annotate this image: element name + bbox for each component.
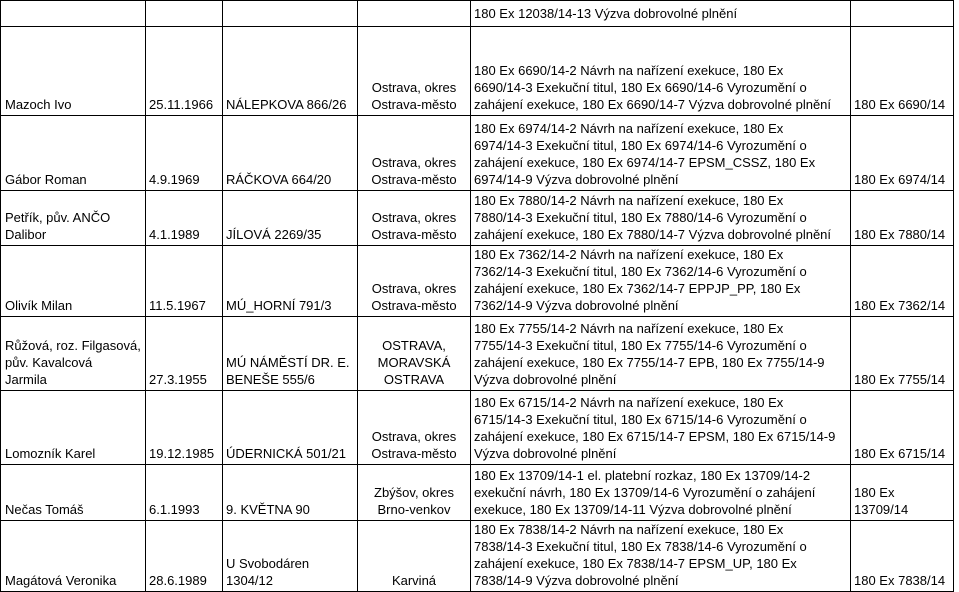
table-row: [1, 465, 954, 521]
address: MÚ_HORNÍ 791/3: [223, 246, 358, 317]
case-number: 180 Ex 7755/14: [851, 317, 954, 391]
address: 9. KVĚTNA 90: [223, 465, 358, 521]
case-number: 180 Ex 7838/14: [851, 521, 954, 592]
case-number: 180 Ex 7362/14: [851, 246, 954, 317]
top-docs-text: 180 Ex 12038/14-13 Výzva dobrovolné plnění: [474, 6, 738, 21]
case-number: 180 Ex 6690/14: [851, 27, 954, 116]
place: Ostrava, okres Ostrava-město: [358, 27, 471, 116]
case-number: 180 Ex 7880/14: [851, 191, 954, 246]
table-row: [1, 116, 954, 191]
address: NÁLEPKOVA 866/26: [223, 27, 358, 116]
place: Karviná: [358, 521, 471, 592]
debtor-name: Lomozník Karel: [1, 391, 146, 465]
birth-date: 25.11.1966: [146, 27, 223, 116]
birth-date: 4.1.1989: [146, 191, 223, 246]
documents: 180 Ex 7755/14-2 Návrh na nařízení exekuce, 180 Ex 7755/14-3 Exekuční titul, 180 Ex 7755/14-6 Vyrozumění o zahájení exekuce, 180 Ex 7755/14-7 EPB, 180 Ex 7755/14-9 Výzva dobrovolné plnění: [471, 317, 851, 391]
documents: 180 Ex 6690/14-2 Návrh na nařízení exekuce, 180 Ex 6690/14-3 Exekuční titul, 180 Ex 6690/14-6 Vyrozumění o zahájení exekuce, 180 Ex 6690/14-7 Výzva dobrovolné plnění: [471, 27, 851, 116]
empty-cell: [358, 1, 471, 27]
debtor-name: Gábor Roman: [1, 116, 146, 191]
case-number: 180 Ex 6974/14: [851, 116, 954, 191]
address: JÍLOVÁ 2269/35: [223, 191, 358, 246]
documents: 180 Ex 7880/14-2 Návrh na nařízení exekuce, 180 Ex 7880/14-3 Exekuční titul, 180 Ex 7880/14-6 Vyrozumění o zahájení exekuce, 180 Ex 7880/14-7 Výzva dobrovolné plnění: [471, 191, 851, 246]
debtor-name: Růžová, roz. Filgasová, pův. Kavalcová Jarmila: [1, 317, 146, 391]
table-row: [1, 191, 954, 246]
birth-date: 11.5.1967: [146, 246, 223, 317]
debtor-name: Nečas Tomáš: [1, 465, 146, 521]
empty-cell: [851, 1, 954, 27]
address: MÚ NÁMĚSTÍ DR. E. BENEŠE 555/6: [223, 317, 358, 391]
table-row: [1, 521, 954, 592]
debtor-name: Mazoch Ivo: [1, 27, 146, 116]
documents: 180 Ex 7362/14-2 Návrh na nařízení exekuce, 180 Ex 7362/14-3 Exekuční titul, 180 Ex 7362/14-6 Vyrozumění o zahájení exekuce, 180 Ex 7362/14-7 EPPJP_PP, 180 Ex 7362/14-9 Výzva dobrovolné plnění: [471, 246, 851, 317]
debtor-name: Petřík, pův. ANČO Dalibor: [1, 191, 146, 246]
address: ÚDERNICKÁ 501/21: [223, 391, 358, 465]
case-number: 180 Ex 6715/14: [851, 391, 954, 465]
place: OSTRAVA, MORAVSKÁ OSTRAVA: [358, 317, 471, 391]
address: U Svobodáren 1304/12: [223, 521, 358, 592]
birth-date: 6.1.1993: [146, 465, 223, 521]
place: Ostrava, okres Ostrava-město: [358, 116, 471, 191]
table-row: [1, 27, 954, 116]
birth-date: 4.9.1969: [146, 116, 223, 191]
table-row: [1, 317, 954, 391]
place: Ostrava, okres Ostrava-město: [358, 246, 471, 317]
birth-date: 27.3.1955: [146, 317, 223, 391]
place: Ostrava, okres Ostrava-město: [358, 191, 471, 246]
debtor-name: Magátová Veronika: [1, 521, 146, 592]
birth-date: 28.6.1989: [146, 521, 223, 592]
table-row: [1, 246, 954, 317]
birth-date: 19.12.1985: [146, 391, 223, 465]
table-row: [1, 391, 954, 465]
debtor-name: Olivík Milan: [1, 246, 146, 317]
table-row-top: [1, 1, 954, 27]
documents: 180 Ex 7838/14-2 Návrh na nařízení exekuce, 180 Ex 7838/14-3 Exekuční titul, 180 Ex 7838/14-6 Vyrozumění o zahájení exekuce, 180 Ex 7838/14-7 EPSM_UP, 180 Ex 7838/14-9 Výzva dobrovolné plnění: [471, 521, 851, 592]
place: Ostrava, okres Ostrava-město: [358, 391, 471, 465]
empty-cell: [1, 1, 146, 27]
address: RÁČKOVA 664/20: [223, 116, 358, 191]
empty-cell: [146, 1, 223, 27]
case-number: 180 Ex 13709/14: [851, 465, 954, 521]
documents: 180 Ex 6715/14-2 Návrh na nařízení exekuce, 180 Ex 6715/14-3 Exekuční titul, 180 Ex 6715/14-6 Vyrozumění o zahájení exekuce, 180 Ex 6715/14-7 EPSM, 180 Ex 6715/14-9 Výzva dobrovolné plnění: [471, 391, 851, 465]
documents: 180 Ex 13709/14-1 el. platební rozkaz, 180 Ex 13709/14-2 exekuční návrh, 180 Ex 13709/14-6 Vyrozumění o zahájení exekuce, 180 Ex 13709/14-11 Výzva dobrovolné plnění: [471, 465, 851, 521]
place: Zbýšov, okres Brno-venkov: [358, 465, 471, 521]
top-docs-cell: [471, 1, 851, 27]
documents: 180 Ex 6974/14-2 Návrh na nařízení exekuce, 180 Ex 6974/14-3 Exekuční titul, 180 Ex 6974/14-6 Vyrozumění o zahájení exekuce, 180 Ex 6974/14-7 EPSM_CSSZ, 180 Ex 6974/14-9 Výzva dobrovolné plnění: [471, 116, 851, 191]
empty-cell: [223, 1, 358, 27]
